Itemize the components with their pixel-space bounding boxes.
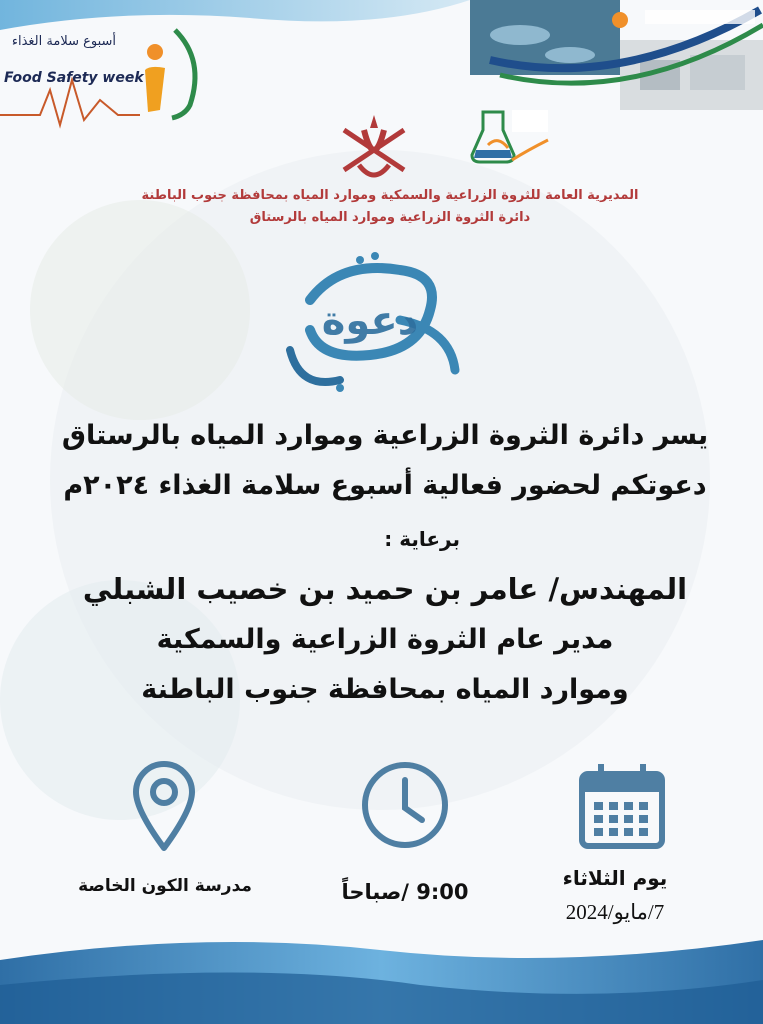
invitation-title: دعوة [321,298,419,344]
message-line-4: المهندس/ عامر بن حميد بن خصيب الشبلي [82,572,688,606]
event-location: مدرسة الكون الخاصة [78,876,252,896]
event-time: 9:00 /صباحاً [341,880,469,904]
invitation-title-block [250,240,490,400]
risk-assessment-logo-icon [468,100,550,170]
message-line-5: مدير عام الثروة الزراعية والسمكية [156,624,614,655]
message-line-1: يسر دائرة الثروة الزراعية وموارد المياه بالرستاق [61,420,709,451]
heartbeat-person-icon [0,20,230,130]
clock-icon [360,760,450,850]
food-safety-week-en: Food Safety week [4,70,144,86]
calendar-icon [578,762,666,850]
message-line-2: دعوتكم لحضور فعالية أسبوع سلامة الغذاء ٢٠٢٤م [63,470,707,501]
organization-line-2: دائرة الثروة الزراعية وموارد المياه بالرستاق [249,210,531,225]
food-safety-week-logo [0,20,230,130]
oman-emblem-icon [334,110,414,185]
location-pin-icon [132,760,196,852]
message-line-3: برعاية : [384,527,460,551]
header-photo-collage [470,0,763,110]
food-safety-week-ar: أسبوع سلامة الغذاء [11,34,116,49]
message-line-6: وموارد المياه بمحافظة جنوب الباطنة [141,674,629,705]
invitation-message [40,420,730,720]
event-day: يوم الثلاثاء [562,866,668,890]
event-date: 7/مايو/2024 [565,900,665,924]
organization-line-1: المديرية العامة للثروة الزراعية والسمكية وموارد المياه بمحافظة جنوب الباطنة [141,188,639,203]
